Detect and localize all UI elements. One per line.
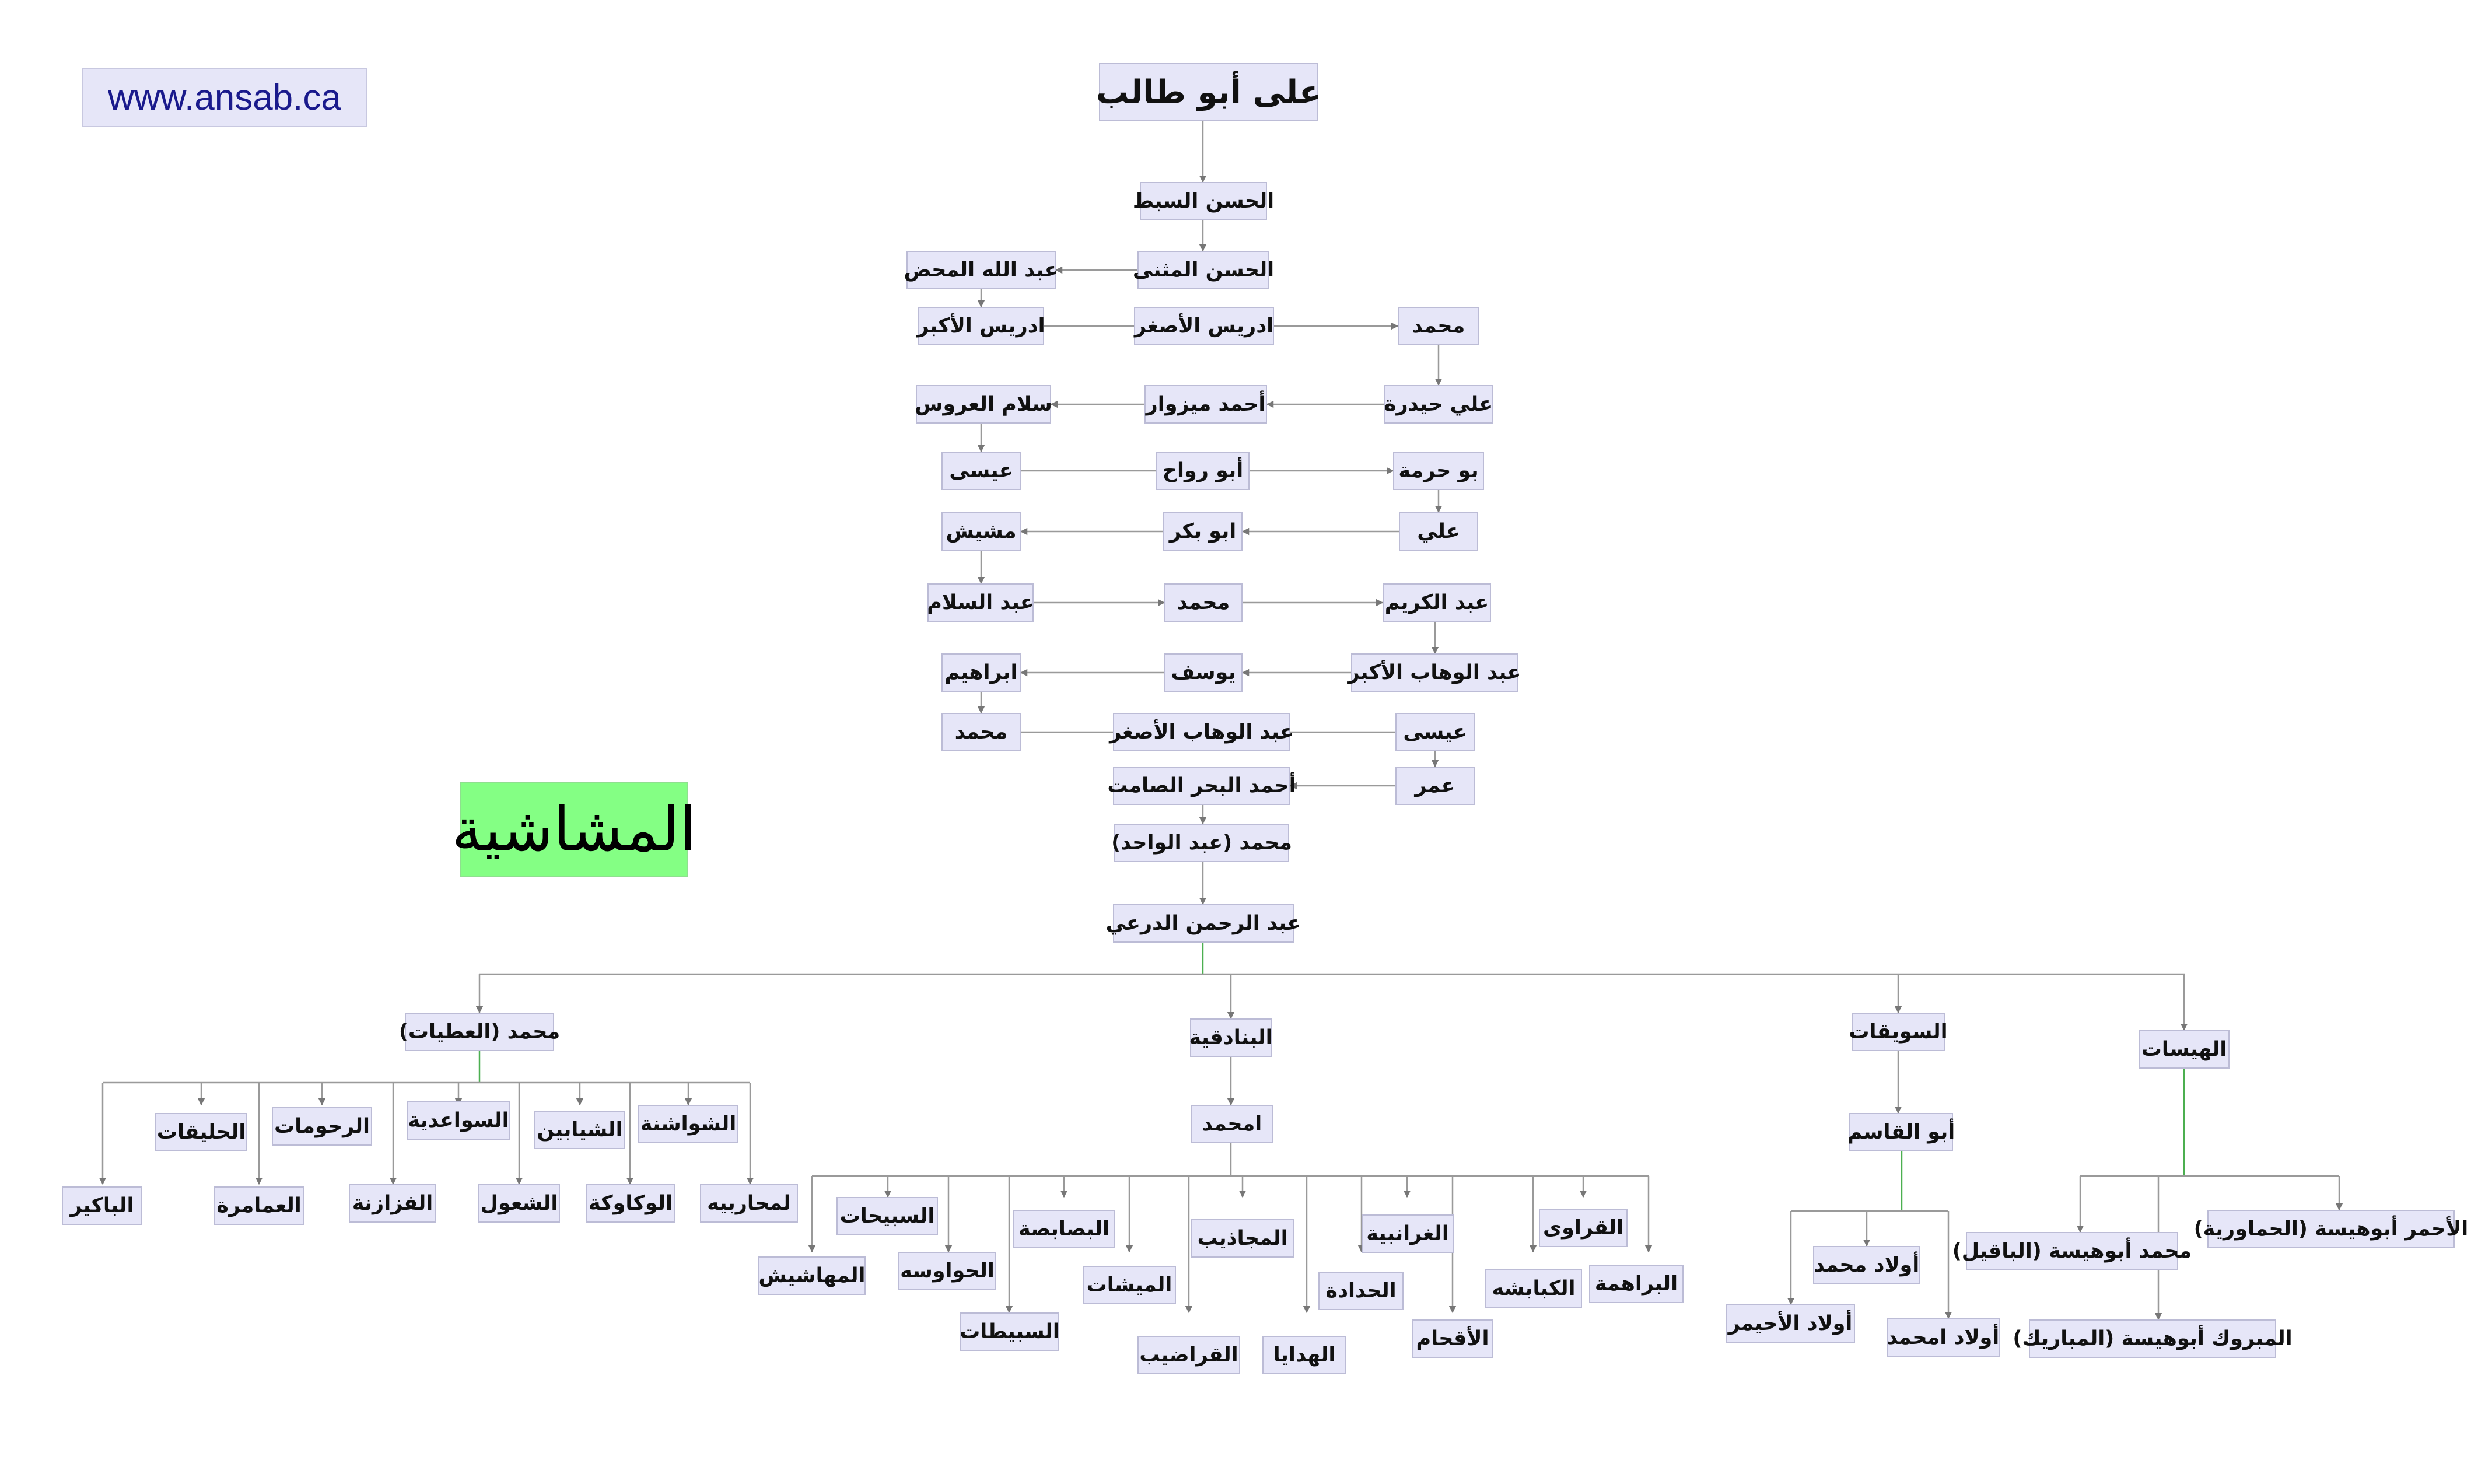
node-yusuf: يوسف xyxy=(1164,653,1242,692)
node-awlad-ahmad: أولاد امحمد xyxy=(1887,1318,2000,1357)
family-name-banner: المشاشية xyxy=(460,782,688,877)
node-isa-1: عيسى xyxy=(942,452,1021,490)
node-ali-haydara: علي حيدرة xyxy=(1384,385,1493,424)
node-abd-rahman-dar: عبد الرحمن الدرعي xyxy=(1113,904,1294,943)
node-muhammad-3: محمد xyxy=(942,713,1021,751)
node-idris-asghar: ادريس الأصغر xyxy=(1134,307,1274,345)
node-abd-karim: عبد الكريم xyxy=(1382,583,1491,622)
node-hisat: الهيسات xyxy=(2138,1030,2230,1069)
node-abu-qasim: أبو القاسم xyxy=(1849,1113,1953,1152)
node-ibrahim: ابراهيم xyxy=(942,653,1021,692)
node-mishat: الميشات xyxy=(1083,1266,1176,1304)
node-atiyat: محمد (العطيات) xyxy=(405,1013,554,1051)
node-banadiqiya: البنادقية xyxy=(1190,1019,1272,1057)
node-abd-wahhab-akbar: عبد الوهاب الأكبر xyxy=(1351,653,1518,692)
node-ahmar-abuhisa: الأحمر أبوهيسة (الحماورية) xyxy=(2207,1210,2455,1248)
node-shawashna: الشواشنة xyxy=(638,1105,738,1143)
node-amamira: العمامرة xyxy=(214,1186,304,1225)
node-sawaidiya: السواعدية xyxy=(407,1101,510,1140)
node-qarawi: القراوى xyxy=(1539,1209,1628,1247)
node-hadada: الحدادة xyxy=(1318,1272,1404,1310)
node-umar: عمر xyxy=(1395,766,1475,805)
node-muhammad-2: محمد xyxy=(1164,583,1242,622)
node-rahumat: الرحومات xyxy=(272,1107,372,1146)
node-bakir: الباكير xyxy=(62,1186,142,1225)
node-mabruk-abuhisa: المبروك أبوهيسة (المباريك) xyxy=(2029,1320,2276,1358)
node-idris-akbar: ادريس الأكبر xyxy=(918,307,1044,345)
node-fazazna: الفزازنة xyxy=(349,1184,436,1223)
node-ahmad-mizwar: أحمد ميزوار xyxy=(1144,385,1267,424)
node-mahashish: المهاشيش xyxy=(758,1256,866,1295)
node-ahmad-bahr: أحمد البحر الصامت xyxy=(1113,766,1290,805)
node-wakawka: الوكاوكة xyxy=(586,1184,676,1223)
node-hasan-sibt: الحسن السبط xyxy=(1140,182,1267,220)
node-bsabsa: البصابصة xyxy=(1013,1210,1115,1248)
node-kbabsha: الكبابشه xyxy=(1485,1269,1582,1308)
node-mahariba: لمحاربيه xyxy=(700,1184,798,1223)
node-hasan-muthanna: الحسن المثنى xyxy=(1138,251,1269,289)
node-abu-bakr: ابو بكر xyxy=(1163,512,1242,551)
node-bu-harma: بو حرمة xyxy=(1393,452,1484,490)
node-muhammad-wahid: محمد (عبد الواحد) xyxy=(1114,824,1289,862)
node-shayabin: الشيابين xyxy=(534,1111,625,1149)
node-sbihat: السبيحات xyxy=(836,1197,938,1236)
node-salam-arous: سلام العروس xyxy=(916,385,1051,424)
node-mashish: مشيش xyxy=(942,512,1021,551)
node-muhammad-1: محمد xyxy=(1398,307,1479,345)
node-abd-salam: عبد السلام xyxy=(928,583,1034,622)
node-majadib: المجاذيب xyxy=(1191,1219,1294,1258)
node-abd-wahhab-asghar: عبد الوهاب الأصغر xyxy=(1113,713,1290,751)
node-awlad-muhammad: أولاد محمد xyxy=(1813,1246,1920,1284)
node-muhammad-abuhisa: محمد أبوهيسة (الباقيل) xyxy=(1966,1232,2178,1270)
node-hadaya: الهدايا xyxy=(1262,1336,1346,1374)
node-isa-2: عيسى xyxy=(1395,713,1475,751)
node-gharabiya: الغرانبية xyxy=(1362,1214,1454,1253)
node-ali-abu-talib: على أبو طالب xyxy=(1099,63,1318,121)
node-aqhham: الأقحام xyxy=(1412,1320,1493,1358)
node-sbitat: السبيطات xyxy=(960,1312,1059,1351)
node-abu-rawah: أبو رواح xyxy=(1156,452,1250,490)
node-abdallah-mahd: عبد الله المحض xyxy=(907,251,1056,289)
node-ahmad-b: امحمد xyxy=(1191,1105,1273,1143)
node-shaoul: الشعول xyxy=(478,1184,560,1223)
node-ali-2: علي xyxy=(1399,512,1478,551)
node-barahma: البراهمة xyxy=(1589,1265,1684,1303)
website-label: www.ansab.ca xyxy=(82,68,368,127)
node-hawawsa: الحواوسه xyxy=(898,1252,996,1290)
node-hulayqat: الحليقات xyxy=(155,1113,247,1152)
node-suwayqat: السويقات xyxy=(1852,1013,1945,1051)
node-awlad-uhaymir: أولاد الأحيمر xyxy=(1726,1304,1855,1343)
node-qradib: القراضيب xyxy=(1138,1336,1240,1374)
